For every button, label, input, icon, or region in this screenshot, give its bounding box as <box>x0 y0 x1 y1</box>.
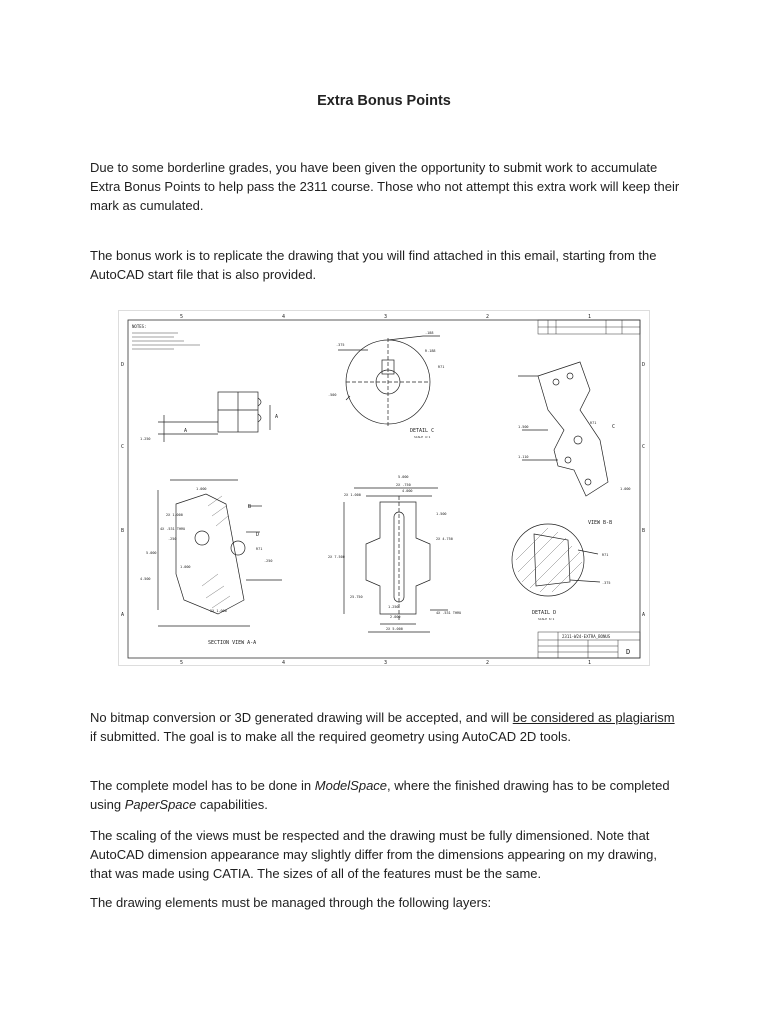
dim-detail-c-3: .375 <box>336 343 345 347</box>
dim-bb-4: 1.000 <box>620 487 631 491</box>
modelspace-term: ModelSpace <box>314 778 388 793</box>
section-aa-label: SECTION VIEW A-A <box>208 640 257 646</box>
detail-c-scale: SCALE 4:1 <box>414 435 431 439</box>
dim-front-8: 25.750 <box>350 595 363 599</box>
zone-row-d-left: D <box>121 362 125 368</box>
dim-detail-c-4: R71 <box>438 365 445 369</box>
zone-col-2-top: 2 <box>486 314 490 320</box>
dim-front-3: 4.000 <box>402 489 413 493</box>
intro-paragraph: Due to some borderline grades, you have been given the opportunity to submit work to accumulate Extra Bonus Points to help pass the 2311 course. Those who not attempt this extra work will keep their mark as cumulated. <box>90 160 680 213</box>
dim-aa-4: .250 <box>168 537 177 541</box>
dim-aa-9: R71 <box>256 547 263 551</box>
dim-aa-1: 1.000 <box>196 487 207 491</box>
dim-aa-2: 2X 1.000 <box>166 513 183 517</box>
dim-aa-6: 4.500 <box>140 577 151 581</box>
dim-bb-1: 1.500 <box>518 425 529 429</box>
dim-front-9: 1.250 <box>388 605 399 609</box>
zone-row-c-left: C <box>121 444 125 450</box>
title-block-name: 2311-W24-EXTRA_BONUS <box>562 634 611 639</box>
plagiarism-emphasis: be considered as plagiarism <box>512 710 675 725</box>
dim-aa-3: 4X .531 THRU <box>160 527 186 531</box>
attached-drawing-image <box>118 310 650 666</box>
dim-front-6: 2X 7.500 <box>328 555 345 559</box>
zone-col-1-bottom: 1 <box>588 660 592 666</box>
zone-col-3-top: 3 <box>384 314 388 320</box>
paperspace-term: PaperSpace <box>124 797 197 812</box>
zone-row-b-left: B <box>121 528 125 534</box>
title-block-size: D <box>626 648 631 656</box>
dim-detail-c-2: R.188 <box>425 349 436 353</box>
section-marker-d: D <box>256 532 260 538</box>
zone-row-c-right: C <box>642 444 646 450</box>
dim-top-left: 1.250 <box>140 437 151 441</box>
layers-paragraph: The drawing elements must be managed through the following layers: <box>90 895 492 910</box>
detail-d-scale: SCALE 6:1 <box>538 617 555 621</box>
dim-aa-8: 2X 1.000 <box>210 609 227 613</box>
zone-col-4-bottom: 4 <box>282 660 286 666</box>
document-title: Extra Bonus Points <box>317 93 451 109</box>
zone-col-5-top: 5 <box>180 314 184 320</box>
dim-front-2: 2X .750 <box>396 483 411 487</box>
zone-row-d-right: D <box>642 362 646 368</box>
detail-c-label: DETAIL C <box>410 428 435 434</box>
zone-col-2-bottom: 2 <box>486 660 490 666</box>
zone-row-a-left: A <box>121 612 125 618</box>
section-marker-a-right: A <box>275 414 279 420</box>
dim-bb-2: 1.110 <box>518 455 529 459</box>
detail-c-callout-letter: C <box>612 424 616 430</box>
detail-d-label: DETAIL D <box>532 610 557 616</box>
bonus-work-paragraph: The bonus work is to replicate the drawing that you will find attached in this email, starting from the AutoCAD start file that is also provided. <box>90 248 657 282</box>
section-marker-b: B <box>248 504 252 510</box>
plagiarism-paragraph: No bitmap conversion or 3D generated drawing will be accepted, and will be considered as plagiarism if submitted. The goal is to make all the required geometry using AutoCAD 2D tools. <box>90 710 675 744</box>
dim-aa-7: 1.000 <box>180 565 191 569</box>
dim-front-7: 2X 4.750 <box>436 537 453 541</box>
dim-front-4: 2X 1.000 <box>344 493 361 497</box>
zone-col-1-top: 1 <box>588 314 592 320</box>
zone-row-a-right: A <box>642 612 646 618</box>
dim-aa-10: .250 <box>264 559 273 563</box>
zone-col-4-top: 4 <box>282 314 286 320</box>
modelspace-paragraph: The complete model has to be done in ModelSpace, where the finished drawing has to be completed using PaperSpace capabilities. <box>90 778 670 812</box>
notes-title: NOTES: <box>132 324 147 329</box>
dim-detail-c-5: .500 <box>328 393 337 397</box>
dim-front-1: 5.000 <box>398 475 409 479</box>
dim-front-12: 2X 5.000 <box>386 627 403 631</box>
section-marker-a-left: A <box>184 428 188 434</box>
dim-bb-3: R71 <box>590 421 597 425</box>
engineering-drawing <box>118 310 650 666</box>
zone-col-5-bottom: 5 <box>180 660 184 666</box>
dim-front-5: 1.500 <box>436 512 447 516</box>
view-bb-label: VIEW B-B <box>588 520 613 526</box>
dim-d-2: .375 <box>602 581 611 585</box>
dim-aa-5: 5.000 <box>146 551 157 555</box>
dim-front-11: 4X .531 THRU <box>436 611 462 615</box>
dim-front-10: 2.000 <box>390 615 401 619</box>
zone-col-3-bottom: 3 <box>384 660 388 666</box>
scaling-paragraph: The scaling of the views must be respected and the drawing must be fully dimensioned. Note that AutoCAD dimension appearance may slightly differ from the dimensions appearing on my drawing, that was made using CATIA. The sizes of all of the features must be the same. <box>90 828 657 881</box>
dim-detail-c-1: .188 <box>425 331 434 335</box>
zone-row-b-right: B <box>642 528 646 534</box>
dim-d-1: R71 <box>602 553 609 557</box>
